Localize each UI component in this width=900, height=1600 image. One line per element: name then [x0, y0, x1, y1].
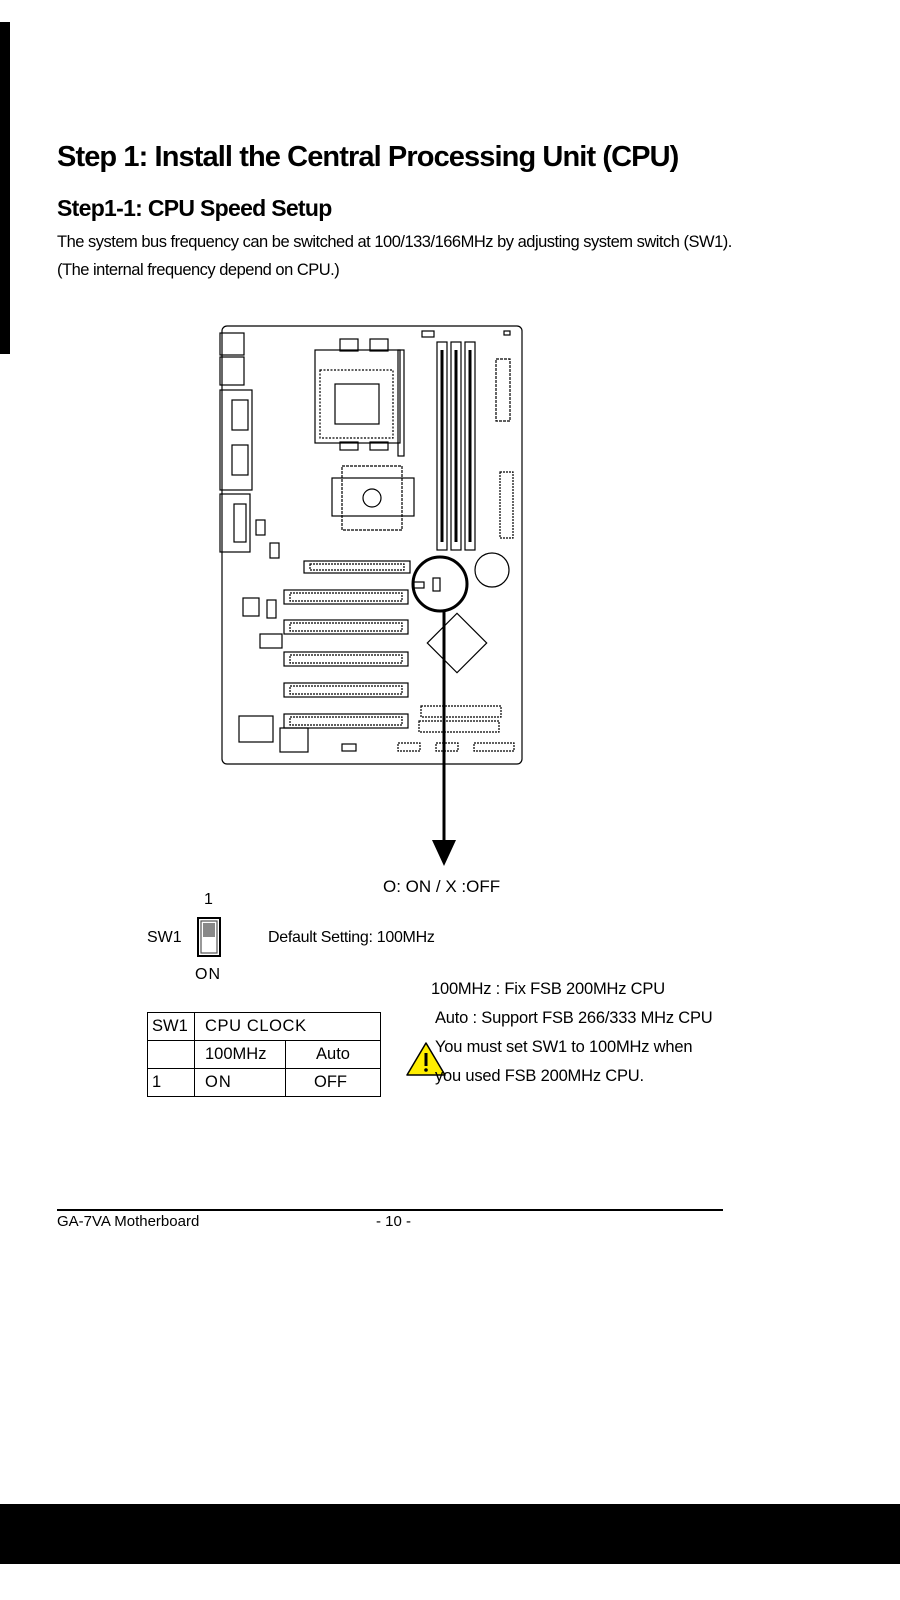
- table-header-sw1: SW1: [148, 1013, 195, 1041]
- ide-connector: [419, 721, 499, 732]
- switch-pin-number: 1: [204, 891, 213, 908]
- table-header-cpu-clock: CPU CLOCK: [195, 1013, 381, 1041]
- page-heading: Step 1: Install the Central Processing Unit (CPU): [57, 141, 679, 173]
- description-line-1: The system bus frequency can be switched at 100/133/166MHz by adjusting system switch (SW1).: [57, 233, 732, 251]
- atx-power: [496, 359, 510, 421]
- table-subheader-100mhz: 100MHz: [195, 1041, 286, 1069]
- note-line-2: Auto : Support FSB 266/333 MHz CPU: [435, 1009, 713, 1027]
- io-port: [220, 333, 244, 355]
- northbridge: [342, 466, 402, 530]
- cpu-socket: [315, 350, 400, 443]
- pci-slot: [284, 620, 408, 634]
- footer-rule: [57, 1209, 723, 1211]
- table-cell-auto: OFF: [286, 1069, 381, 1097]
- agp-slot: [304, 561, 410, 573]
- dip-switch-lever: [203, 923, 215, 937]
- footer-product-name: GA-7VA Motherboard: [57, 1213, 200, 1230]
- description-line-2: (The internal frequency depend on CPU.): [57, 261, 340, 279]
- floppy-connector: [500, 472, 513, 538]
- pci-slot: [284, 683, 408, 697]
- battery: [475, 553, 509, 587]
- note-line-1: 100MHz : Fix FSB 200MHz CPU: [431, 980, 665, 998]
- bottom-edge-bar: [0, 1504, 900, 1564]
- socket-lever: [398, 350, 404, 456]
- table-empty-cell: [148, 1041, 195, 1069]
- page-number: - 10 -: [376, 1213, 412, 1230]
- note-line-3: You must set SW1 to 100MHz when: [435, 1038, 693, 1056]
- pci-slot: [284, 652, 408, 666]
- switch-on-label: ON: [195, 966, 221, 983]
- table-cell-100mhz: ON: [195, 1069, 286, 1097]
- section-heading: Step1-1: CPU Speed Setup: [57, 195, 332, 221]
- switch-legend: O: ON / X :OFF: [383, 877, 501, 896]
- ide-connector: [421, 706, 501, 717]
- note-line-4: you used FSB 200MHz CPU.: [435, 1067, 644, 1085]
- pci-slot: [284, 590, 408, 604]
- io-port: [220, 357, 244, 385]
- board-outline: [222, 326, 522, 764]
- pointer-arrow-head: [432, 840, 456, 866]
- southbridge: [427, 613, 486, 672]
- cpu-clock-table: [147, 1012, 381, 1097]
- switch-name: SW1: [147, 929, 182, 946]
- default-setting: Default Setting: 100MHz: [268, 929, 435, 946]
- table-cell-pin: 1: [148, 1069, 195, 1097]
- pci-slot: [284, 714, 408, 728]
- table-subheader-auto: Auto: [286, 1041, 381, 1069]
